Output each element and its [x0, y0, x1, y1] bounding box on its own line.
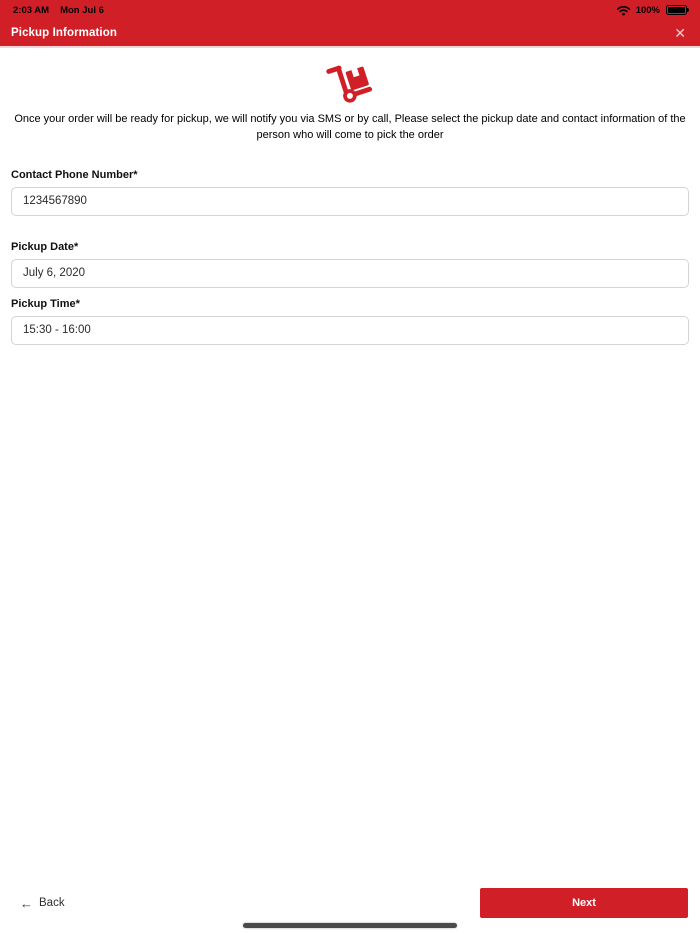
hand-truck-icon	[0, 57, 700, 105]
home-indicator[interactable]	[243, 923, 457, 928]
field-pickup-time	[11, 298, 689, 345]
status-right	[616, 5, 687, 16]
battery-icon	[666, 5, 687, 15]
pickup-form	[0, 169, 700, 345]
next-button[interactable]: Next	[480, 888, 688, 918]
back-arrow-icon: ←	[20, 895, 33, 911]
close-icon[interactable]: ✕	[674, 25, 686, 41]
pickup-time-label: Pickup Time*	[11, 297, 80, 310]
back-label: Back	[39, 897, 65, 909]
intro-text: Once your order will be ready for pickup, we will notify you via SMS or by call, Please select the pickup date and contact information of the person who will come to pick the order	[14, 113, 686, 141]
contact-phone-label: Contact Phone Number*	[11, 168, 138, 181]
field-pickup-date	[11, 241, 689, 288]
status-time: 2:03 AM	[13, 4, 50, 16]
pickup-date-label: Pickup Date*	[11, 240, 79, 253]
pickup-time-input[interactable]	[11, 316, 689, 345]
status-left	[13, 5, 104, 16]
navigation-bar	[0, 20, 700, 48]
pickup-date-input[interactable]	[11, 259, 689, 288]
battery-percent: 100%	[635, 4, 660, 16]
back-button[interactable]	[20, 897, 65, 910]
wifi-icon	[616, 5, 631, 16]
page-title: Pickup Information	[11, 27, 117, 39]
status-date: Mon Jul 6	[60, 4, 104, 16]
content-area	[0, 57, 700, 345]
contact-phone-input[interactable]	[11, 187, 689, 216]
field-contact-phone	[11, 169, 689, 216]
footer-actions	[0, 888, 700, 918]
status-bar	[0, 0, 700, 20]
